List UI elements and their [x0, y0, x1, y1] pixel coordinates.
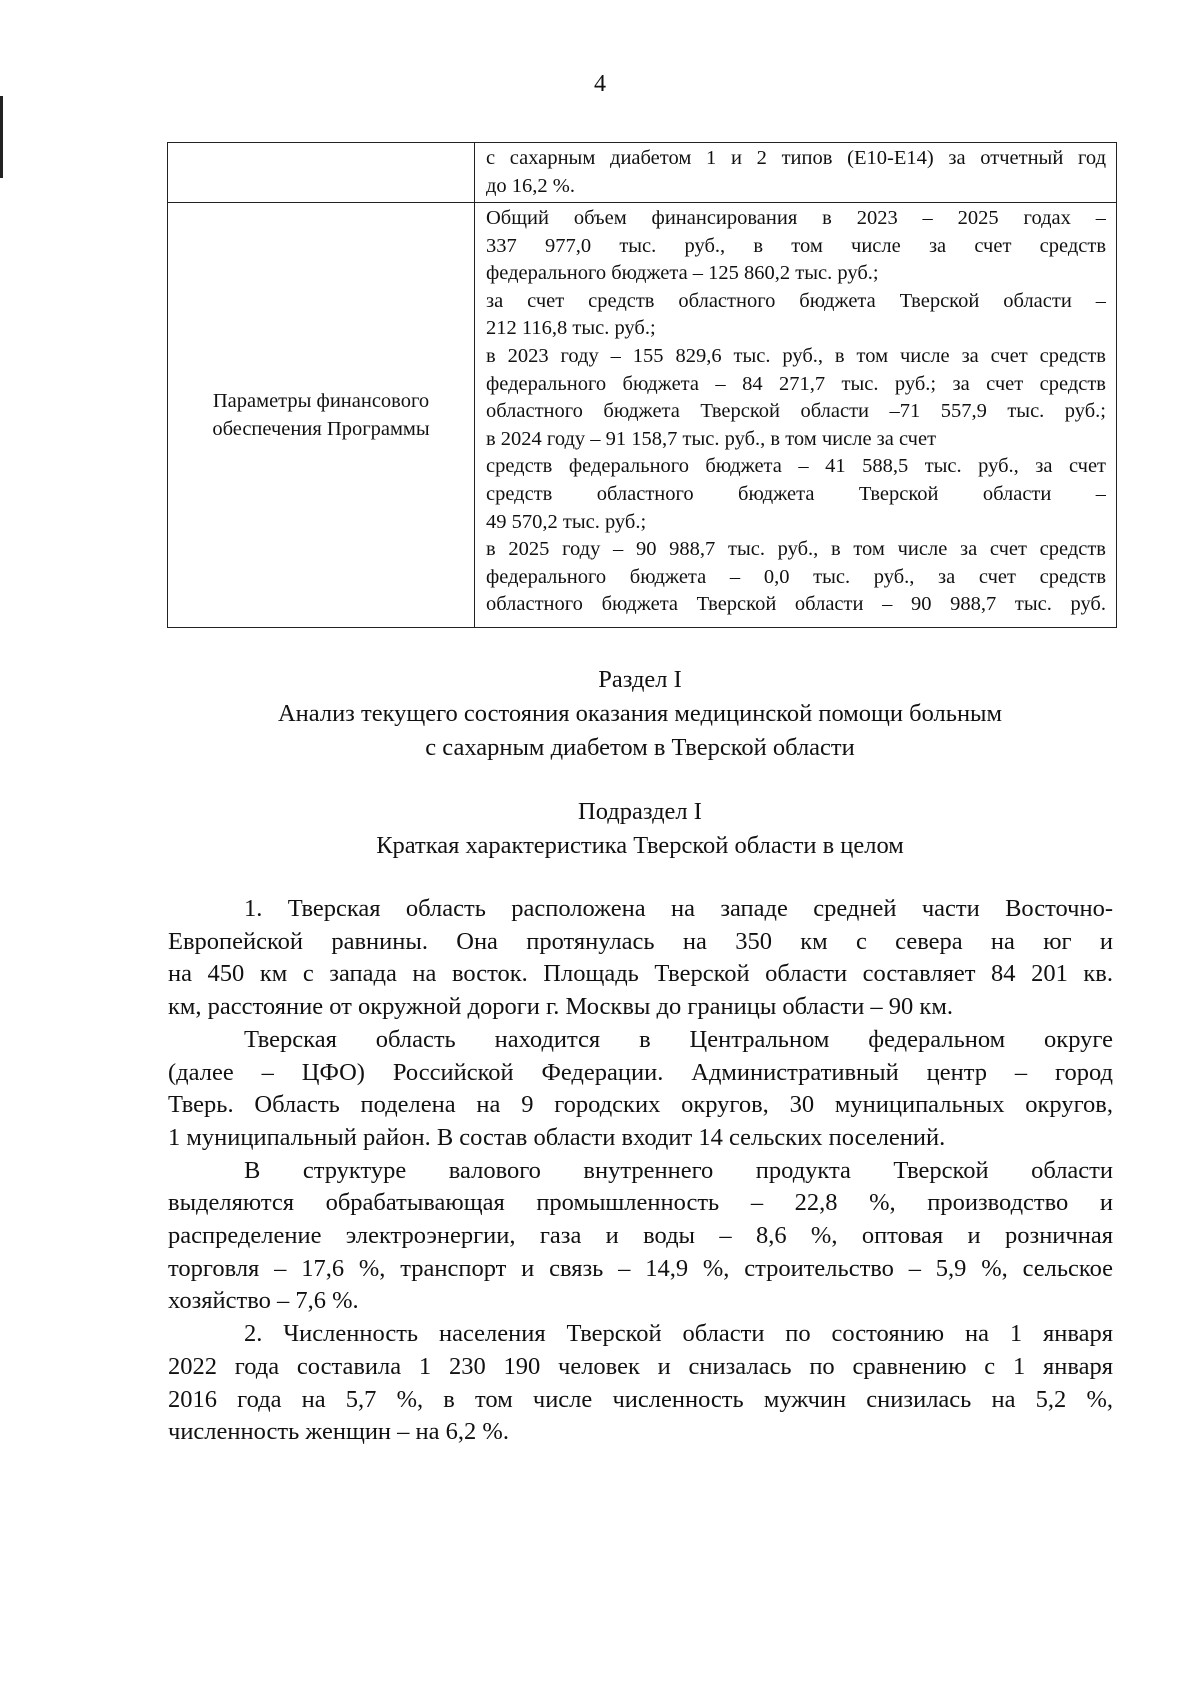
cell-line: федерального бюджета – 125 860,2 тыс. руб.;: [486, 262, 879, 285]
text-line: хозяйство – 7,6 %.: [168, 1287, 359, 1315]
cell-line: 337 977,0 тыс. руб., в том числе за счет средств: [486, 234, 1106, 257]
scan-edge-mark: [0, 96, 3, 178]
text-line: выделяются обрабатывающая промышленность – 22,8 %, производство и: [168, 1189, 1113, 1217]
text-line: 1 муниципальный район. В состав области входит 14 сельских поселений.: [168, 1123, 946, 1151]
cell-line: федерального бюджета – 0,0 тыс. руб., за счет средств: [486, 565, 1106, 588]
text-line: 1. Тверская область расположена на западе средней части Восточно-: [244, 895, 1113, 922]
text-line: Европейской равнины. Она протянулась на 350 км с севера на юг и: [168, 927, 1113, 955]
cell-line: областного бюджета Тверской области – 90 988,7 тыс. руб.: [486, 593, 1106, 616]
param-name-cell: [168, 143, 475, 203]
body-text: [168, 893, 1113, 1449]
text-line: В структуре валового внутреннего продукта Тверской области: [244, 1156, 1113, 1184]
cell-line: за счет средств областного бюджета Тверской области –: [486, 289, 1106, 312]
cell-line: 212 116,8 тыс. руб.;: [486, 317, 656, 340]
text-line: на 450 км с запада на восток. Площадь Тверской области составляет 84 201 кв.: [168, 960, 1113, 988]
cell-line: Общий объем финансирования в 2023 – 2025 годах –: [486, 207, 1106, 229]
param-value-cell: [475, 203, 1117, 628]
subsection-number: Подраздел I: [578, 798, 702, 825]
program-passport-table: [167, 142, 1117, 628]
text-line: 2016 года на 5,7 %, в том числе численность мужчин снизилась на 5,2 %,: [168, 1385, 1113, 1413]
page-number: 4: [594, 71, 606, 97]
text-line: торговля – 17,6 %, транспорт и связь – 14,9 %, строительство – 5,9 %, сельское: [168, 1254, 1113, 1282]
cell-line: в 2024 году – 91 158,7 тыс. руб., в том числе за счет: [486, 427, 937, 450]
cell-line: в 2025 году – 90 988,7 тыс. руб., в том числе за счет средств: [486, 538, 1106, 561]
text-line: 2022 года составила 1 230 190 человек и снизалась по сравнению с 1 января: [168, 1352, 1113, 1380]
text-line: численность женщин – на 6,2 %.: [168, 1418, 509, 1446]
section-number: Раздел I: [598, 666, 682, 693]
cell-line: средств федерального бюджета – 41 588,5 тыс. руб., за счет: [486, 455, 1106, 478]
cell-line: в 2023 году – 155 829,6 тыс. руб., в том числе за счет средств: [486, 344, 1106, 367]
cell-line: до 16,2 %.: [486, 174, 576, 197]
cell-line: федерального бюджета – 84 271,7 тыс. руб.; за счет средств: [486, 372, 1106, 395]
text-line: Тверь. Область поделена на 9 городских округов, 30 муниципальных округов,: [168, 1091, 1113, 1119]
table-row: [168, 143, 1117, 203]
table-row: [168, 203, 1117, 628]
cell-line: 49 570,2 тыс. руб.;: [486, 510, 647, 533]
cell-line: средств областного бюджета Тверской области –: [486, 482, 1106, 505]
text-line: распределение электроэнергии, газа и воды – 8,6 %, оптовая и розничная: [168, 1222, 1113, 1250]
subsection-heading: [160, 795, 1120, 863]
param-value-cell: [475, 143, 1117, 203]
text-line: км, расстояние от окружной дороги г. Москвы до границы области – 90 км.: [168, 993, 953, 1021]
text-line: Тверская область находится в Центральном федеральном округе: [244, 1025, 1113, 1053]
section-title-line: с сахарным диабетом в Тверской области: [425, 734, 855, 761]
subsection-title: Краткая характеристика Тверской области в целом: [376, 832, 904, 859]
param-name-cell: Параметры финансового обеспечения Программы: [168, 203, 475, 628]
section-title-line: Анализ текущего состояния оказания медицинской помощи больным: [277, 700, 1003, 727]
cell-line: областного бюджета Тверской области –71 557,9 тыс. руб.;: [486, 400, 1106, 423]
cell-line: с сахарным диабетом 1 и 2 типов (Е10-Е14) за отчетный год: [486, 147, 1106, 169]
section-heading: [160, 663, 1120, 765]
text-line: (далее – ЦФО) Российской Федерации. Административный центр – город: [168, 1058, 1113, 1086]
text-line: 2. Численность населения Тверской области по состоянию на 1 января: [244, 1320, 1113, 1348]
